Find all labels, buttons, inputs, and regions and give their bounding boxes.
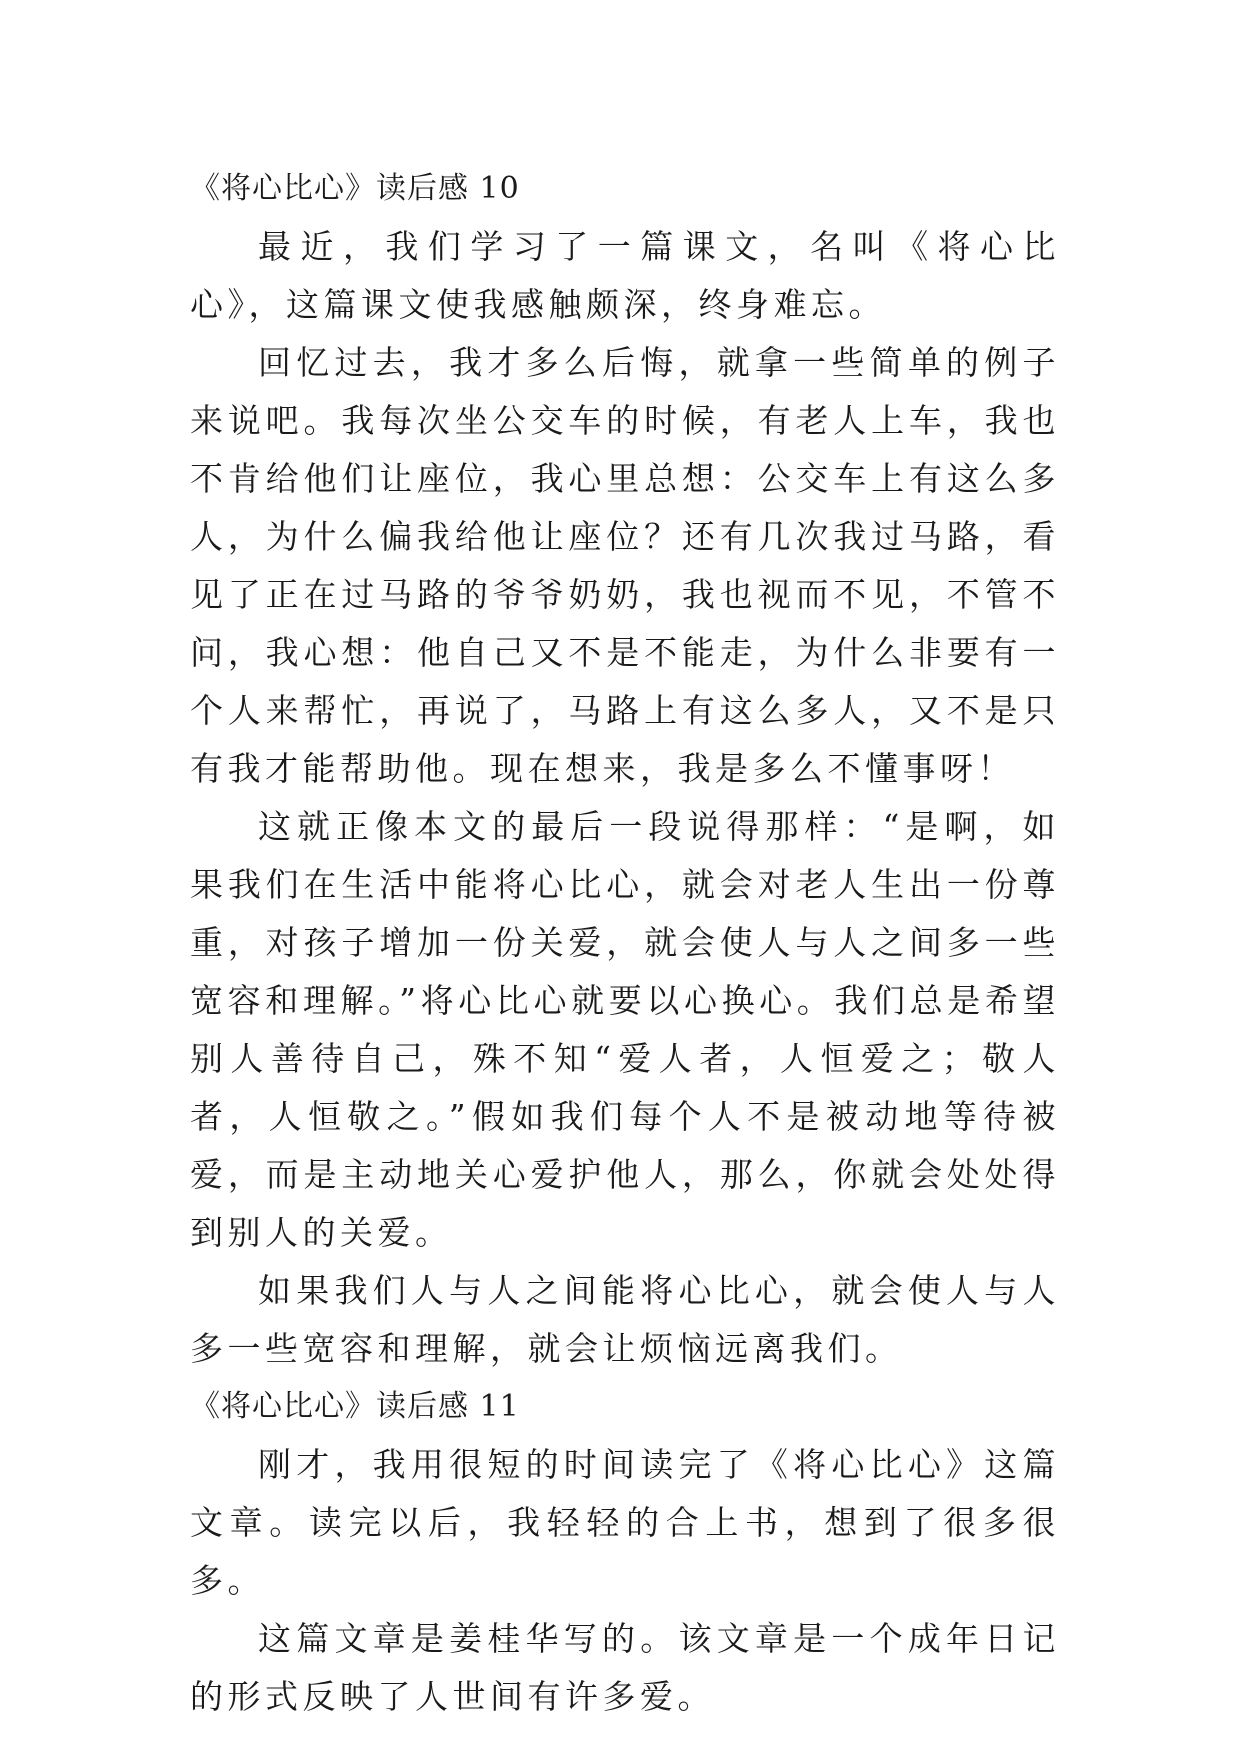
paragraph: 最近，我们学习了一篇课文，名叫《将心比心》，这篇课文使我感触颇深，终身难忘。 [190,227,1060,324]
section-title: 《将心比心》读后感 10 [190,171,520,206]
paragraph: 如果我们人与人之间能将心比心，就会使人与人多一些宽容和理解，就会让烦恼远离我们。 [190,1271,1060,1368]
section-10 [190,160,1060,1378]
paragraph: 回忆过去，我才多么后悔，就拿一些简单的例子来说吧。我每次坐公交车的时候，有老人上车，我也不肯给他们让座位，我心里总想：公交车上有这么多人，为什么偏我给他让座位？还有几次我过马路，看见了正在过马路的爷爷奶奶，我也视而不见，不管不问，我心想：他自己又不是不能走，为什么非要有一个人来帮忙，再说了，马路上有这么多人，又不是只有我才能帮助他。现在想来，我是多么不懂事呀！ [190,343,1060,788]
section-11 [190,1378,1060,1726]
paragraph: 这篇文章是姜桂华写的。该文章是一个成年日记的形式反映了人世间有许多爱。 [190,1619,1060,1716]
paragraph: 这就正像本文的最后一段说得那样：“是啊，如果我们在生活中能将心比心，就会对老人生出一份尊重，对孩子增加一份关爱，就会使人与人之间多一些宽容和理解。”将心比心就要以心换心。我们总是希望别人善待自己，殊不知“爱人者，人恒爱之；敬人者，人恒敬之。”假如我们每个人不是被动地等待被爱，而是主动地关心爱护他人，那么，你就会处处得到别人的关爱。 [190,807,1060,1252]
section-title: 《将心比心》读后感 11 [190,1389,520,1424]
document-page [190,160,1060,1726]
paragraph: 刚才，我用很短的时间读完了《将心比心》这篇文章。读完以后，我轻轻的合上书，想到了很多很多。 [190,1445,1060,1600]
